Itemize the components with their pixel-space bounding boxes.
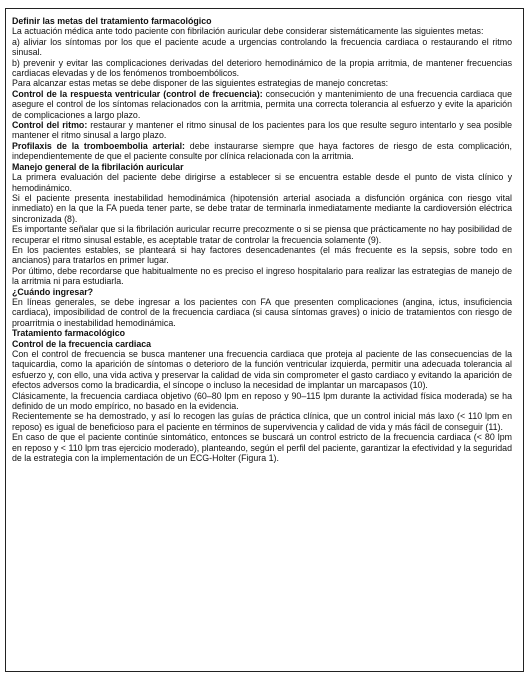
body-paragraph: Clásicamente, la frecuencia cardiaca objetivo (60–80 lpm en reposo y 90–115 lpm durante la actividad física moderada) se ha definido de un modo empírico, no basado en la evidencia. [12, 390, 512, 412]
body-paragraph: En los pacientes estables, se planteará si hay factores desencadenantes (el más frecuente es la sepsis, sobre todo en ancianos) para tratarlos en primer lugar. [12, 244, 512, 266]
strategy-paragraph [12, 120, 512, 141]
body-paragraph: Por último, debe recordarse que habitualmente no es preciso el ingreso hospitalario para realizar las estrategias de manejo de la arritmia ni para estudiarla. [12, 265, 512, 287]
body-paragraph: La actuación médica ante todo paciente con fibrilación auricular debe considerar sistemáticamente las siguientes metas: [12, 26, 484, 37]
section-heading: Manejo general de la fibrilación auricular [12, 161, 184, 172]
body-paragraph: En caso de que el paciente continúe sintomático, entonces se buscará un control estricto de la frecuencia cardiaca (< 80 lpm en reposo y < 110 lpm tras ejercicio moderado), planteando, según el perfil del paciente, garantizar la efectividad y la seguridad de la estrategia con la implementación de un ECG-Holter (Figura 1). [12, 432, 512, 464]
body-paragraph: Si el paciente presenta inestabilidad hemodinámica (hipotensión arterial asociada a disfunción orgánica con riesgo vital inmediato) en la que la FA pueda tener parte, se debe tratar de terminarla inmediatamente mediante la cardioversión eléctrica sincronizada (8). [12, 192, 512, 224]
body-paragraph: Con el control de frecuencia se busca mantener una frecuencia cardiaca que proteja al paciente de las consecuencias de la taquicardia, como la aparición de síntomas o deterioro de la función ventricular izquierda, permitir una adecuada tolerancia al esfuerzo y, con ello, una vida activa y preservar la calidad de vida sin comprometer el gasto cardiaco y evitando la aparición de efectos adversos como la bradicardia, el síncope o incluso la necesidad de implantar un marcapasos (10). [12, 349, 512, 391]
body-paragraph: Recientemente se ha demostrado, y así lo recogen las guías de práctica clínica, que un control inicial más laxo (< 110 lpm en reposo) es igual de beneficioso para el paciente en términos de supervivencia y calidad de vida y más fácil de conseguir (11). [12, 411, 512, 432]
section-heading: Definir las metas del tratamiento farmacológico [12, 16, 212, 26]
body-paragraph: a) aliviar los síntomas por los que el paciente acude a urgencias controlando la frecuencia cardiaca o restaurando el ritmo sinusal. [12, 36, 512, 58]
strategy-lead: Control de la respuesta ventricular (control de frecuencia): [12, 88, 263, 99]
body-paragraph: La primera evaluación del paciente debe dirigirse a establecer si se encuentra estable desde el punto de vista clínico y hemodinámico. [12, 172, 512, 193]
strategy-lead: Profilaxis de la tromboembolia arterial: [12, 140, 185, 151]
strategy-text: restaurar y mantener el ritmo sinusal de los pacientes para los que resulte seguro intentarlo y sea posible mantener el ritmo sinusal a largo plazo. [12, 120, 512, 141]
section-heading: ¿Cuándo ingresar? [12, 286, 94, 297]
body-paragraph: b) prevenir y evitar las complicaciones derivadas del deterioro hemodinámico de la propia arritmia, de mantener frecuencias cardiacas elevadas y de los fenómenos tromboembólicos. [12, 57, 512, 79]
strategy-paragraph [12, 141, 512, 162]
body-paragraph: Para alcanzar estas metas se debe disponer de las siguientes estrategias de manejo concretas: [12, 78, 389, 89]
strategy-paragraph [12, 89, 512, 120]
strategy-text: debe instaurarse siempre que haya factores de riesgo de esta complicación, independientemente de que el paciente consulte por clínica relacionada con la arritmia. [12, 140, 512, 162]
strategy-lead: Control del ritmo: [12, 120, 88, 131]
section-heading: Tratamiento farmacológico [12, 328, 126, 339]
body-paragraph: En líneas generales, se debe ingresar a los pacientes con FA que presenten complicaciones (angina, ictus, insuficiencia cardiaca), imposibilidad de control de la frecuencia cardiaca (si causa síntomas graves) o inicio de tratamientos con riesgo de proarritmia o inestabilidad hemodinámica. [12, 296, 512, 328]
body-paragraph: Es importante señalar que si la fibrilación auricular recurre precozmente o si se piensa que prácticamente no hay posibilidad de recuperar el ritmo sinusal estable, es aceptable tratar de controlar la frecuencia solamente (9). [12, 224, 512, 245]
document-body [12, 16, 512, 463]
strategy-text: consecución y mantenimiento de una frecuencia cardiaca que asegure el control de los síntomas relacionados con la arritmia, permita una correcta tolerancia al esfuerzo y evite la aparición de complicaciones a largo plazo. [12, 88, 512, 120]
section-heading: Control de la frecuencia cardiaca [12, 338, 152, 349]
